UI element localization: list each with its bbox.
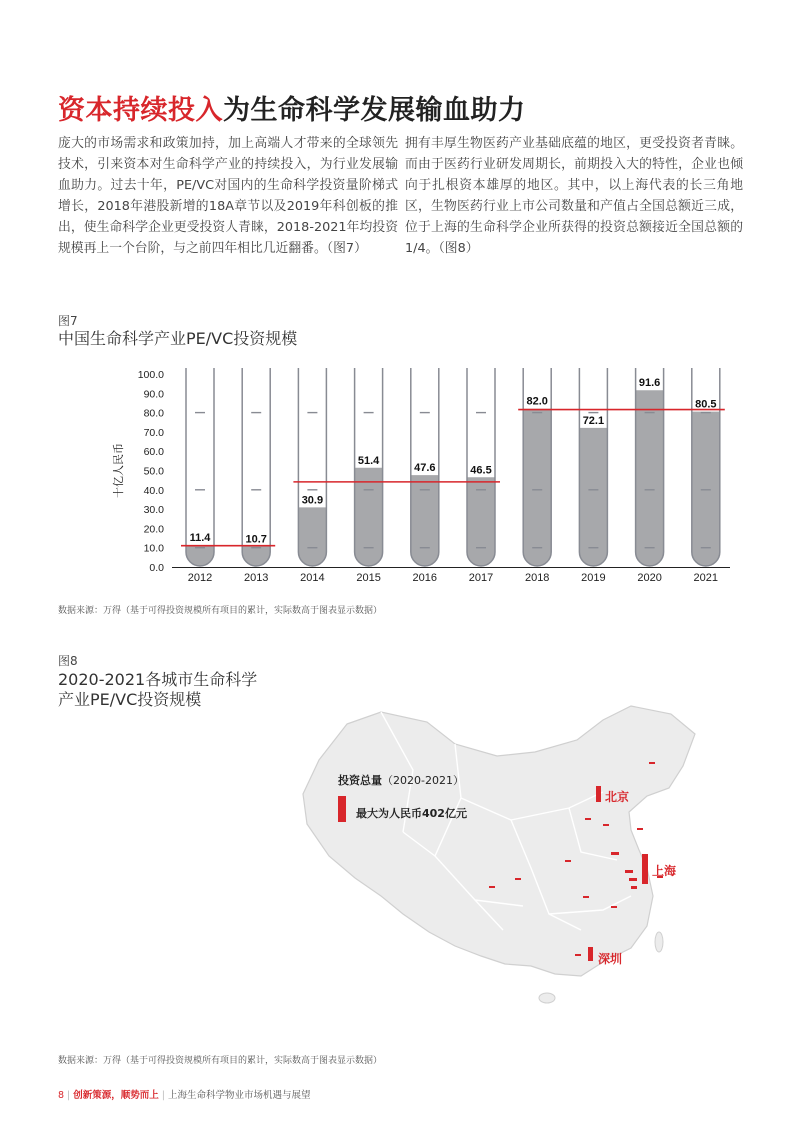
- y-tick-label: 70.0: [143, 426, 164, 439]
- city-marker: [515, 878, 521, 880]
- city-marker: [649, 762, 655, 764]
- city-marker: [565, 860, 571, 862]
- map-legend-bar: [338, 796, 346, 822]
- y-tick-label: 90.0: [143, 388, 164, 401]
- city-marker: [575, 954, 581, 956]
- fig7-title: 中国生命科学产业PE/VC投资规模: [58, 329, 298, 348]
- bar-value-label: 11.4: [189, 531, 211, 544]
- fig7-chart: [100, 360, 730, 592]
- x-tick-label: 2020: [637, 572, 662, 584]
- city-marker: [585, 818, 591, 820]
- fig8-title-line1: 2020-2021各城市生命科学: [58, 670, 258, 689]
- city-label-beijing: 北京: [605, 790, 630, 804]
- y-tick-label: 40.0: [143, 484, 164, 497]
- china-map-outline: [303, 706, 695, 976]
- page-number: 8: [58, 1090, 65, 1101]
- city-marker: [489, 886, 495, 888]
- x-tick-label: 2013: [243, 572, 269, 584]
- fig7-source: 数据来源：万得（基于可得投资规模所有项目的累计，实际数高于图表显示数据）: [58, 606, 383, 616]
- bar-value-label: 82.0: [526, 395, 548, 408]
- city-label-shanghai: 上海: [652, 864, 677, 878]
- page-footer: [58, 1087, 310, 1101]
- x-tick-label: 2015: [356, 572, 381, 584]
- city-label-shenzhen: 深圳: [598, 952, 623, 966]
- paragraph-left: 庞大的市场需求和政策加持，加上高端人才带来的全球领先技术，引来资本对生命科学产业的持续投入，为行业发展输血助力。过去十年，PE/VC对国内的生命科学投资量阶梯式增长，2018年港股新增的18A章节以及2019年科创板的推出，使生命科学企业更受投资人青睐，2018-2021年均投资规模再上一个台阶，与之前四年相比几近翻番。（图7）: [58, 136, 398, 256]
- footer-section: 创新策源，顺势而上: [73, 1090, 159, 1101]
- bar-value-label: 80.5: [695, 398, 717, 411]
- x-tick-label: 2012: [187, 572, 213, 584]
- y-tick-label: 20.0: [143, 523, 164, 536]
- city-marker: [603, 824, 609, 826]
- fig8-label: 图8: [58, 654, 78, 668]
- paragraph-right: 拥有丰厚生物医药产业基础底蕴的地区，更受投资者青睐。而由于医药行业研发周期长，前期投入大的特性，企业也倾向于扎根资本雄厚的地区。其中，以上海代表的长三角地区，生物医药行业上市公司数量和产值占全国总额近三成，位于上海的生命科学企业所获得的投资总额接近全国总额的1/4。（图8）: [405, 136, 743, 256]
- city-bar-shenzhen: [588, 947, 593, 961]
- city-marker: [583, 896, 589, 898]
- footer-separator: |: [67, 1090, 71, 1101]
- city-bar-beijing: [596, 786, 601, 802]
- title-rest: 为生命科学发展输血助力: [223, 95, 526, 126]
- x-tick-label: 2019: [581, 572, 606, 584]
- x-tick-label: 2016: [412, 572, 438, 584]
- y-tick-label: 60.0: [143, 446, 164, 459]
- x-tick-label: 2017: [468, 572, 494, 584]
- bar-fill: [636, 390, 664, 566]
- bar-fill: [242, 546, 270, 566]
- bar-fill: [523, 409, 551, 566]
- page-title: [58, 88, 526, 127]
- city-marker: [625, 870, 633, 873]
- map-legend-text: 最大为人民币402亿元: [356, 807, 467, 820]
- x-tick-label: 2021: [693, 572, 719, 584]
- city-marker: [611, 852, 619, 855]
- bar-value-label: 47.6: [414, 462, 436, 475]
- fig8-source: 数据来源：万得（基于可得投资规模所有项目的累计，实际数高于图表显示数据）: [58, 1056, 383, 1066]
- fig7-label: 图7: [58, 314, 78, 328]
- map-legend-years: （2020-2021）: [382, 774, 464, 787]
- bar-value-label: 30.9: [301, 494, 324, 507]
- map-legend-title: [338, 772, 464, 788]
- bar-fill: [298, 507, 326, 566]
- bar-fill: [692, 412, 720, 566]
- y-tick-label: 30.0: [143, 504, 164, 517]
- bar-value-label: 72.1: [582, 414, 605, 427]
- hainan-island: [539, 993, 555, 1003]
- city-bar-shanghai: [642, 854, 648, 884]
- x-tick-label: 2014: [300, 572, 325, 584]
- bar-fill: [467, 477, 495, 566]
- footer-doc: 上海生命科学物业市场机遇与展望: [167, 1090, 311, 1101]
- fig8-title-line2: 产业PE/VC投资规模: [58, 690, 202, 709]
- bar-value-label: 51.4: [357, 454, 380, 467]
- y-tick-label: 10.0: [143, 542, 164, 555]
- city-marker: [631, 886, 637, 889]
- bar-fill: [579, 428, 607, 566]
- city-marker: [629, 878, 637, 881]
- bar-value-label: 91.6: [638, 377, 661, 390]
- footer-separator: |: [161, 1090, 165, 1101]
- city-marker: [637, 828, 643, 830]
- taiwan-island: [655, 932, 663, 952]
- bar-value-label: 10.7: [245, 533, 267, 546]
- bar-value-label: 46.5: [470, 464, 492, 477]
- bar-fill: [411, 475, 439, 566]
- y-tick-label: 100.0: [137, 369, 164, 381]
- map-legend-title-text: 投资总量: [338, 774, 382, 787]
- title-highlight: 资本持续投入: [58, 95, 223, 126]
- y-tick-label: 50.0: [143, 465, 164, 478]
- x-tick-label: 2018: [524, 572, 550, 584]
- y-axis-label: 十亿人民币: [112, 443, 125, 498]
- y-tick-label: 0.0: [149, 562, 164, 574]
- city-marker: [611, 906, 617, 908]
- y-tick-label: 80.0: [143, 407, 164, 420]
